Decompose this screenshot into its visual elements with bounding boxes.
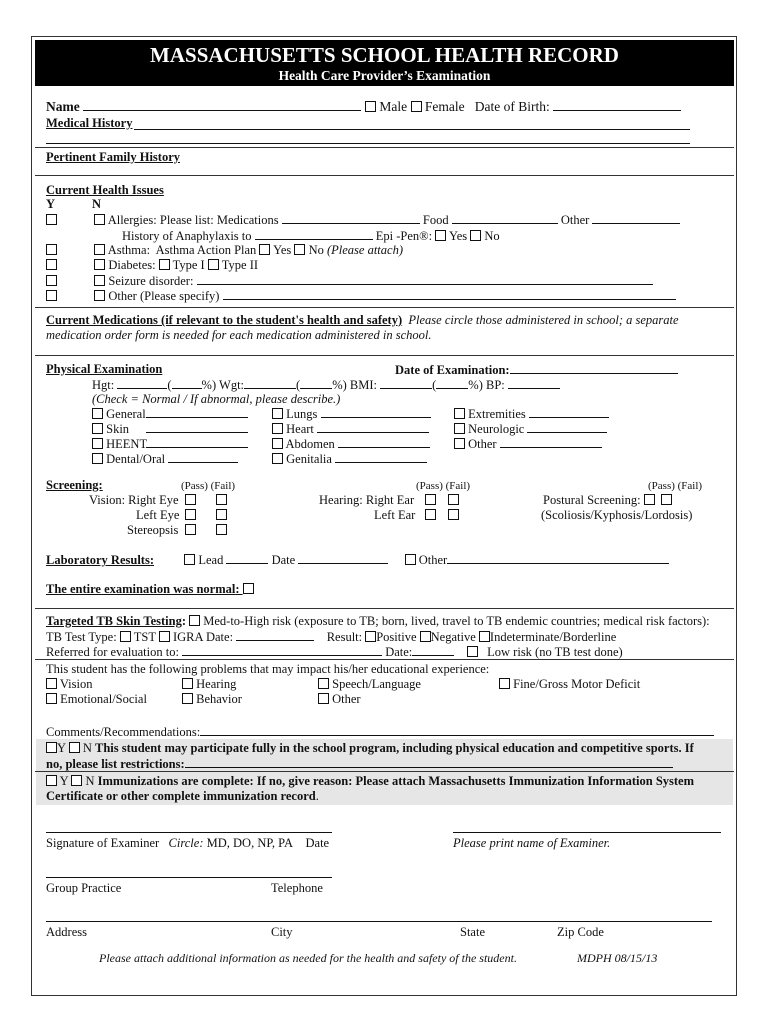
screening-heading: Screening: bbox=[46, 478, 103, 492]
problem-other-checkbox[interactable] bbox=[318, 693, 329, 704]
participate-n-checkbox[interactable] bbox=[69, 742, 80, 753]
asthma-plan-yes-checkbox[interactable] bbox=[259, 244, 270, 255]
seizure-field[interactable] bbox=[197, 273, 653, 285]
diabetes-label: Diabetes: bbox=[108, 258, 156, 272]
epipen-yes-label: Yes bbox=[448, 229, 468, 243]
allergy-food-field[interactable] bbox=[452, 212, 558, 224]
vision-right-fail-checkbox[interactable] bbox=[216, 494, 227, 505]
asthma-plan-no-label: No bbox=[308, 243, 324, 257]
print-name-label: Please print name of Examiner. bbox=[453, 836, 611, 850]
anaphylaxis-row bbox=[122, 228, 500, 244]
comments-field[interactable] bbox=[200, 724, 714, 736]
tb-type-row bbox=[46, 629, 616, 645]
stereopsis-fail-checkbox[interactable] bbox=[216, 524, 227, 535]
hearing-left-boxes bbox=[425, 508, 459, 523]
problem-other-label: Other bbox=[332, 692, 361, 706]
problem-behavior-label: Behavior bbox=[196, 692, 242, 706]
pe-heent-label: HEENT bbox=[106, 437, 148, 451]
negative-label: Negative bbox=[430, 630, 476, 644]
pe-other-row bbox=[454, 436, 602, 452]
divider bbox=[35, 355, 734, 356]
tb-referred-label: Referred for evaluation to: bbox=[46, 645, 179, 659]
pe-extremities-field[interactable] bbox=[529, 406, 609, 418]
participate-n-label: N bbox=[82, 741, 92, 755]
pe-lungs-field[interactable] bbox=[321, 406, 431, 418]
epipen-no-label: No bbox=[484, 229, 500, 243]
pe-skin-checkbox[interactable] bbox=[92, 423, 103, 434]
bp-label: BP: bbox=[485, 378, 505, 392]
anaphylaxis-field[interactable] bbox=[255, 228, 373, 240]
problem-hearing-label: Hearing bbox=[196, 677, 237, 691]
bmi-label: BMI: bbox=[349, 378, 377, 392]
pe-lungs-label: Lungs bbox=[286, 407, 318, 421]
diabetes-row bbox=[46, 258, 258, 273]
signature-date-label: Date bbox=[305, 836, 330, 850]
vision-right-boxes bbox=[185, 493, 227, 508]
problem-vision-checkbox[interactable] bbox=[46, 678, 57, 689]
postural-pass-checkbox[interactable] bbox=[644, 494, 655, 505]
lab-date-label: Date bbox=[271, 553, 296, 567]
tb-referred-row bbox=[46, 644, 623, 660]
problems-intro: This student has the following problems that may impact his/her educational experience: bbox=[46, 662, 490, 676]
pe-general-row bbox=[92, 406, 248, 422]
problem-hearing-checkbox[interactable] bbox=[182, 678, 193, 689]
negative-checkbox[interactable] bbox=[420, 631, 431, 642]
pe-skin-field[interactable] bbox=[146, 421, 248, 433]
type1-label: Type I bbox=[172, 258, 205, 272]
hearing-left-fail-checkbox[interactable] bbox=[448, 509, 459, 520]
check-note: (Check = Normal / If abnormal, please describe.) bbox=[92, 392, 341, 406]
hgt-pct-field[interactable] bbox=[172, 377, 202, 389]
state-label: State bbox=[460, 925, 485, 939]
pe-extremities-row bbox=[454, 406, 609, 422]
asthma-row bbox=[46, 243, 403, 258]
female-label: Female bbox=[424, 99, 465, 114]
diabetes-y-checkbox[interactable] bbox=[46, 259, 57, 270]
indeterminate-label: Indeterminate/Borderline bbox=[489, 630, 617, 644]
telephone-label: Telephone bbox=[271, 881, 323, 895]
address-label: Address bbox=[46, 925, 87, 939]
name-row bbox=[46, 99, 361, 114]
pe-heent-field[interactable] bbox=[146, 436, 248, 448]
tb-row: Targeted TB Skin Testing: Med-to-High risk (exposure to TB; born, lived, travel to TB endemic countries; medical risk factors): bbox=[46, 614, 710, 628]
address-field[interactable] bbox=[46, 921, 712, 922]
normal-checkbox[interactable] bbox=[243, 583, 254, 594]
city-label: City bbox=[271, 925, 293, 939]
pe-extremities-label: Extremities bbox=[468, 407, 526, 421]
pe-extremities-checkbox[interactable] bbox=[454, 408, 465, 419]
asthma-plan-no-checkbox[interactable] bbox=[294, 244, 305, 255]
diabetes-n-checkbox[interactable] bbox=[94, 259, 105, 270]
pe-abdomen-label: Abdomen bbox=[285, 437, 335, 451]
participate-row-2 bbox=[46, 756, 673, 772]
other-specify-label: Other (Please specify) bbox=[108, 289, 220, 303]
restrictions-field[interactable] bbox=[185, 756, 673, 768]
pe-heart-row bbox=[272, 421, 429, 437]
hearing-left-pass-checkbox[interactable] bbox=[425, 509, 436, 520]
immunization-row-2: Certificate or other complete immunization record. bbox=[46, 789, 319, 803]
type2-checkbox[interactable] bbox=[208, 259, 219, 270]
bp-field[interactable] bbox=[508, 377, 560, 389]
problem-motor-checkbox[interactable] bbox=[499, 678, 510, 689]
wgt-label: Wgt: bbox=[219, 378, 245, 392]
lab-heading: Laboratory Results: bbox=[46, 553, 154, 567]
other-health-y-checkbox[interactable] bbox=[46, 290, 57, 301]
health-issues-heading: Current Health Issues bbox=[46, 183, 164, 197]
divider bbox=[35, 175, 734, 176]
allergies-y-checkbox[interactable] bbox=[46, 214, 57, 225]
family-history-label: Pertinent Family History bbox=[46, 150, 180, 164]
pe-neurologic-label: Neurologic bbox=[468, 422, 525, 436]
pe-heart-checkbox[interactable] bbox=[272, 423, 283, 434]
pe-dental-row bbox=[92, 451, 238, 467]
pe-neurologic-field[interactable] bbox=[527, 421, 607, 433]
pe-genitalia-label: Genitalia bbox=[286, 452, 332, 466]
problem-vision-row bbox=[46, 677, 93, 692]
examiner-label: Signature of Examiner bbox=[46, 836, 160, 850]
footer-code: MDPH 08/15/13 bbox=[577, 951, 658, 965]
igra-checkbox[interactable] bbox=[159, 631, 170, 642]
postural-fail-checkbox[interactable] bbox=[661, 494, 672, 505]
medications-heading: Current Medications (if relevant to the student's health and safety) bbox=[46, 313, 403, 327]
allergies-n-checkbox[interactable] bbox=[94, 214, 105, 225]
seizure-row bbox=[46, 273, 653, 289]
low-risk-label: Low risk (no TB test done) bbox=[487, 645, 623, 659]
lab-other-field[interactable] bbox=[447, 552, 669, 564]
problem-hearing-row bbox=[182, 677, 236, 692]
medications-note-2: medication order form is needed for each medication administered in school. bbox=[46, 328, 432, 342]
medications-heading-row bbox=[46, 313, 679, 328]
pe-genitalia-checkbox[interactable] bbox=[272, 453, 283, 464]
pe-abdomen-checkbox[interactable] bbox=[272, 438, 283, 449]
col-y-label: Y bbox=[46, 197, 56, 211]
seizure-n-checkbox[interactable] bbox=[94, 275, 105, 286]
pe-neurologic-checkbox[interactable] bbox=[454, 423, 465, 434]
lab-date-field[interactable] bbox=[298, 552, 388, 564]
positive-label: Positive bbox=[376, 630, 417, 644]
form-header bbox=[35, 40, 734, 86]
tst-label: TST bbox=[133, 630, 156, 644]
stereopsis-pass-checkbox[interactable] bbox=[185, 524, 196, 535]
sex-row bbox=[365, 99, 681, 114]
vision-right-label: Vision: Right Eye bbox=[89, 493, 179, 507]
participate-text: This student may participate fully in the school program, including physical education and competitive sports. If bbox=[94, 741, 694, 755]
other-health-n-checkbox[interactable] bbox=[94, 290, 105, 301]
hgt-pct-label: %) bbox=[201, 378, 217, 392]
name-field[interactable] bbox=[83, 99, 361, 111]
igra-label: IGRA bbox=[172, 630, 203, 644]
group-practice-field[interactable] bbox=[46, 877, 332, 878]
vision-left-fail-checkbox[interactable] bbox=[216, 509, 227, 520]
pe-skin-row bbox=[92, 421, 248, 437]
asthma-y-checkbox[interactable] bbox=[46, 244, 57, 255]
problem-emotional-label: Emotional/Social bbox=[60, 692, 147, 706]
credentials-label: MD, DO, NP, PA bbox=[206, 836, 293, 850]
pe-lungs-row bbox=[272, 406, 431, 422]
problem-vision-label: Vision bbox=[59, 677, 93, 691]
vision-left-label: Left Eye bbox=[136, 508, 180, 522]
examiner-signature-field[interactable] bbox=[46, 832, 332, 833]
problem-motor-label: Fine/Gross Motor Deficit bbox=[513, 677, 641, 691]
bmi-pct-field[interactable] bbox=[436, 377, 468, 389]
dob-field[interactable] bbox=[553, 99, 681, 111]
tst-checkbox[interactable] bbox=[120, 631, 131, 642]
pe-dental-checkbox[interactable] bbox=[92, 453, 103, 464]
form-subtitle: Health Care Provider’s Examination bbox=[278, 68, 491, 83]
postural-note: (Scoliosis/Kyphosis/Lordosis) bbox=[541, 508, 693, 522]
pe-abdomen-row bbox=[272, 436, 430, 452]
col-n-label: N bbox=[92, 197, 102, 211]
hearing-right-label: Hearing: Right Ear bbox=[319, 493, 415, 507]
allergies-row bbox=[46, 212, 680, 228]
comments-row: Comments/Recommendations: bbox=[46, 724, 714, 740]
pe-general-checkbox[interactable] bbox=[92, 408, 103, 419]
hearing-pass-fail: (Pass) (Fail) bbox=[416, 480, 471, 492]
positive-checkbox[interactable] bbox=[365, 631, 376, 642]
lab-other-checkbox[interactable] bbox=[405, 554, 416, 565]
exam-date-field[interactable] bbox=[510, 362, 678, 374]
lead-field[interactable] bbox=[226, 552, 268, 564]
dob-label: Date of Birth: bbox=[474, 99, 550, 114]
epipen-label: Epi -Pen®: bbox=[375, 229, 433, 243]
immunization-n-label: N bbox=[85, 774, 95, 788]
tb-referred-field[interactable] bbox=[182, 644, 382, 656]
postural-pass-fail: (Pass) (Fail) bbox=[648, 480, 703, 492]
allergy-medications-field[interactable] bbox=[282, 212, 420, 224]
pe-abdomen-field[interactable] bbox=[338, 436, 430, 448]
hearing-left-label: Left Ear bbox=[374, 508, 416, 522]
tb-date-label: Date: bbox=[205, 630, 234, 644]
hearing-right-boxes bbox=[425, 493, 459, 508]
pe-other-label: Other bbox=[468, 437, 497, 451]
medications-label: Medications bbox=[216, 213, 279, 227]
footer-note: Please attach additional information as needed for the health and safety of the student. bbox=[99, 951, 517, 965]
problem-emotional-checkbox[interactable] bbox=[46, 693, 57, 704]
pe-other-field[interactable] bbox=[500, 436, 602, 448]
exam-date-row bbox=[395, 362, 678, 378]
lead-checkbox[interactable] bbox=[184, 554, 195, 565]
lab-other-label: Other bbox=[418, 553, 448, 567]
group-practice-label: Group Practice bbox=[46, 881, 122, 895]
divider bbox=[35, 307, 734, 308]
allergies-label: Allergies: Please list: bbox=[107, 213, 214, 227]
exam-date-label: Date of Examination: bbox=[395, 363, 510, 377]
pe-heart-field[interactable] bbox=[317, 421, 429, 433]
bmi-pct-label: %) bbox=[468, 378, 483, 392]
immunization-text-2: Certificate or other complete immunization record bbox=[46, 789, 316, 803]
immunization-row bbox=[46, 774, 694, 789]
examiner-print-name-field[interactable] bbox=[453, 832, 721, 833]
examiner-row bbox=[46, 836, 329, 851]
bmi-field[interactable] bbox=[380, 377, 432, 389]
wgt-pct-label: %) bbox=[332, 378, 347, 392]
divider bbox=[35, 659, 734, 660]
problem-speech-label: Speech/Language bbox=[332, 677, 421, 691]
circle-label: Circle: bbox=[168, 836, 204, 850]
asthma-n-checkbox[interactable] bbox=[94, 244, 105, 255]
problem-behavior-checkbox[interactable] bbox=[182, 693, 193, 704]
type2-label: Type II bbox=[221, 258, 259, 272]
asthma-plan-label: Asthma Action Plan bbox=[155, 243, 257, 257]
vision-right-pass-checkbox[interactable] bbox=[185, 494, 196, 505]
tb-heading: Targeted TB Skin Testing bbox=[46, 614, 182, 628]
tb-type-label: TB Test Type: bbox=[46, 630, 117, 644]
problem-speech-row bbox=[318, 677, 421, 692]
male-checkbox[interactable] bbox=[365, 101, 376, 112]
medical-history-label: Medical History bbox=[46, 116, 133, 130]
participate-y-label: Y bbox=[57, 741, 66, 755]
stereopsis-boxes bbox=[185, 523, 227, 538]
problem-other-row bbox=[318, 692, 361, 707]
participate-text-2: no, please list restrictions: bbox=[46, 757, 185, 771]
immunization-y-label: Y bbox=[59, 774, 69, 788]
postural-label: Postural Screening: bbox=[543, 493, 641, 507]
male-label: Male bbox=[379, 99, 408, 114]
vitals-row: Hgt: ( %) Wgt: ( %) BMI: ( %) BP: bbox=[92, 377, 560, 393]
pe-neurologic-row bbox=[454, 421, 607, 437]
pe-genitalia-row bbox=[272, 451, 427, 467]
female-checkbox[interactable] bbox=[411, 101, 422, 112]
tb-date2-label: Date: bbox=[385, 645, 413, 659]
pe-general-label: General bbox=[106, 407, 146, 421]
other-health-row bbox=[46, 288, 676, 304]
problem-speech-checkbox[interactable] bbox=[318, 678, 329, 689]
normal-row: The entire examination was normal: bbox=[46, 582, 254, 597]
problem-emotional-row bbox=[46, 692, 147, 707]
medications-note: Please circle those administered in school; a separate bbox=[408, 313, 679, 327]
divider bbox=[35, 608, 734, 609]
comments-label: Comments/Recommendations bbox=[46, 725, 197, 739]
food-label: Food bbox=[422, 213, 449, 227]
immunization-text: Immunizations are complete: If no, give reason: Please attach Massachusetts Immunization Information System bbox=[97, 774, 695, 788]
wgt-pct-field[interactable] bbox=[300, 377, 332, 389]
vision-left-boxes bbox=[185, 508, 227, 523]
name-label: Name bbox=[46, 99, 80, 114]
tb-result-label: Result: bbox=[326, 630, 363, 644]
asthma-label: Asthma: bbox=[107, 243, 151, 257]
hearing-right-pass-checkbox[interactable] bbox=[425, 494, 436, 505]
pe-heart-label: Heart bbox=[286, 422, 314, 436]
seizure-label: Seizure disorder: bbox=[108, 274, 194, 288]
zip-label: Zip Code bbox=[557, 925, 604, 939]
hearing-right-fail-checkbox[interactable] bbox=[448, 494, 459, 505]
normal-label: The entire examination was normal bbox=[46, 582, 236, 596]
pe-lungs-checkbox[interactable] bbox=[272, 408, 283, 419]
pe-heent-checkbox[interactable] bbox=[92, 438, 103, 449]
physical-heading: Physical Examination bbox=[46, 362, 163, 376]
divider bbox=[35, 147, 734, 148]
tb-risk-label: Med-to-High risk (exposure to TB; born, lived, travel to TB endemic countries; medical risk factors): bbox=[203, 614, 710, 628]
tb-date2-field[interactable] bbox=[412, 644, 454, 656]
tb-risk-checkbox[interactable] bbox=[189, 615, 200, 626]
tb-date-field[interactable] bbox=[236, 629, 314, 641]
vision-pass-fail: (Pass) (Fail) bbox=[181, 480, 236, 492]
indeterminate-checkbox[interactable] bbox=[479, 631, 490, 642]
pe-skin-label: Skin bbox=[106, 422, 130, 436]
form-title: MASSACHUSETTS SCHOOL HEALTH RECORD bbox=[150, 43, 619, 67]
type1-checkbox[interactable] bbox=[159, 259, 170, 270]
hgt-field[interactable] bbox=[117, 377, 167, 389]
immunization-n-checkbox[interactable] bbox=[71, 775, 82, 786]
medical-history-field-2[interactable] bbox=[46, 143, 690, 144]
vision-left-pass-checkbox[interactable] bbox=[185, 509, 196, 520]
asthma-attach-note: (Please attach) bbox=[326, 243, 403, 257]
anaphylaxis-label: History of Anaphylaxis to bbox=[122, 229, 252, 243]
epipen-yes-checkbox[interactable] bbox=[435, 230, 446, 241]
wgt-field[interactable] bbox=[244, 377, 296, 389]
pe-heent-row bbox=[92, 436, 248, 452]
pe-other-checkbox[interactable] bbox=[454, 438, 465, 449]
asthma-plan-yes-label: Yes bbox=[273, 243, 292, 257]
allergy-other-field[interactable] bbox=[592, 212, 680, 224]
participate-row bbox=[46, 741, 694, 756]
immunization-y-checkbox[interactable] bbox=[46, 775, 57, 786]
stereopsis-label: Stereopsis bbox=[127, 523, 179, 537]
seizure-y-checkbox[interactable] bbox=[46, 275, 57, 286]
participate-y-checkbox[interactable] bbox=[46, 742, 57, 753]
medical-history-field[interactable] bbox=[134, 129, 690, 130]
problem-behavior-row bbox=[182, 692, 242, 707]
pe-dental-field[interactable] bbox=[168, 451, 238, 463]
other-health-field[interactable] bbox=[223, 288, 676, 300]
epipen-no-checkbox[interactable] bbox=[470, 230, 481, 241]
low-risk-checkbox[interactable] bbox=[467, 646, 478, 657]
pe-general-field[interactable] bbox=[146, 406, 248, 418]
pe-genitalia-field[interactable] bbox=[335, 451, 427, 463]
lead-label: Lead bbox=[198, 553, 224, 567]
hgt-label: Hgt: bbox=[92, 378, 115, 392]
postural-row bbox=[543, 493, 672, 508]
problem-motor-row bbox=[499, 677, 640, 692]
allergy-other-label: Other bbox=[560, 213, 590, 227]
pe-dental-label: Dental/Oral bbox=[106, 452, 166, 466]
lab-row bbox=[46, 552, 669, 568]
